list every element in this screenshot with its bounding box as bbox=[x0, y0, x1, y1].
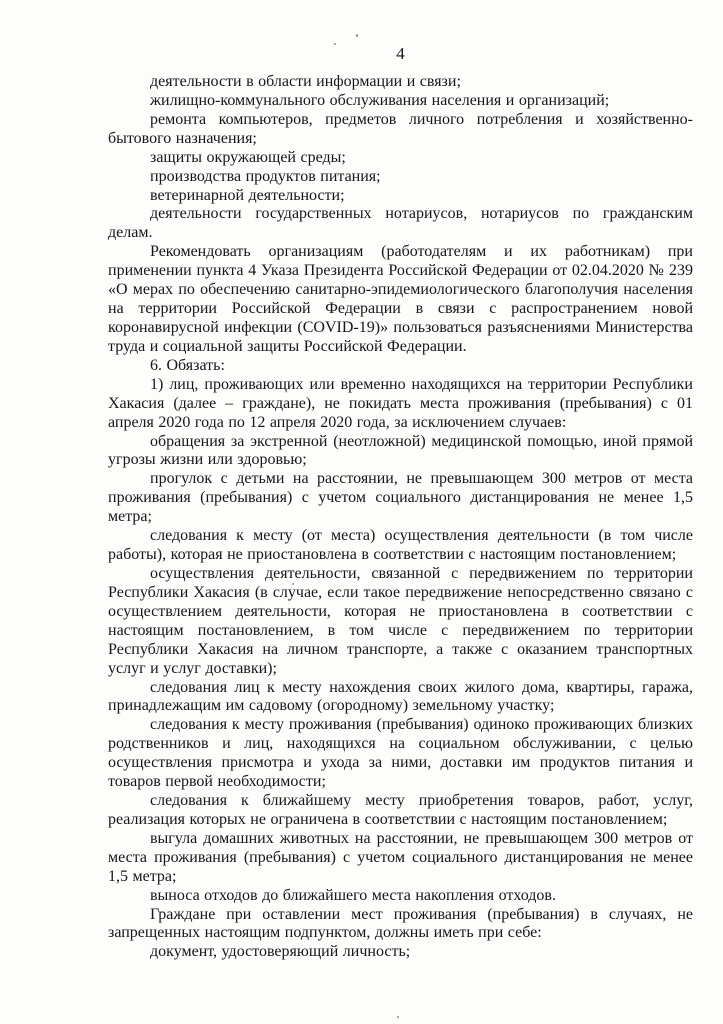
paragraph: прогулок с детьми на расстоянии, не превышающем 300 метров от места проживания (пребывания) с учетом социального дистанцирования не менее 1,5 метра; bbox=[108, 470, 693, 526]
paragraph: защиты окружающей среды; bbox=[150, 148, 346, 166]
paragraph: деятельности государственных нотариусов, нотариусов по гражданским делам. bbox=[108, 205, 693, 242]
paragraph: выгула домашних животных на расстоянии, не превышающем 300 метров от места проживания (пребывания) с учетом социального дистанцирования не менее 1,5 метра; bbox=[108, 829, 693, 885]
scan-speck bbox=[397, 1016, 399, 1018]
scan-speck bbox=[356, 34, 358, 37]
page-number: 4 bbox=[396, 44, 405, 63]
paragraph: 6. Обязать: bbox=[150, 356, 225, 374]
paragraph: следования к месту проживания (пребывания) одиноко проживающих близких родственников и лиц, находящихся на социальном обслуживании, с целью осуществления присмотра и ухода за ними, доставки им продуктов питания и товаров первой необходимости; bbox=[108, 716, 693, 791]
paragraph: осуществления деятельности, связанной с передвижением по территории Республики Хакасия (в случае, если такое передвижение непосредственно связано с осуществлением деятельности, которая не приостановлена в соответствии с настоящим постановлением, в том числе с передвижением по территории Республики Хакасия на личном транспорте, а также с оказанием транспортных услуг и услуг доставки); bbox=[108, 564, 693, 677]
paragraph: ветеринарной деятельности; bbox=[150, 186, 345, 204]
document-body bbox=[108, 73, 693, 962]
paragraph: производства продуктов питания; bbox=[150, 167, 381, 185]
paragraph: следования к месту (от места) осуществления деятельности (в том числе работы), которая не приостановлена в соответствии с настоящим постановлением; bbox=[108, 527, 693, 564]
paragraph: следования к ближайшему месту приобретения товаров, работ, услуг, реализация которых не ограничена в соответствии с настоящим постановлением; bbox=[108, 792, 693, 828]
paragraph: ремонта компьютеров, предметов личного потребления и хозяйственно-бытового назначения; bbox=[108, 110, 693, 147]
paragraph: Рекомендовать организациям (работодателям и их работникам) при применении пункта 4 Указа Президента Российской Федерации от 02.04.2020 № 239 «О мерах по обеспечению санитарно-эпидемиологического благополучия населения на территории Российской Федерации в связи с распространением новой коронавирусной инфекции (COVID-19)» пользоваться разъяснениями Министерства труда и социальной защиты Российской Федерации. bbox=[108, 243, 693, 355]
paragraph: жилищно-коммунального обслуживания населения и организаций; bbox=[150, 91, 610, 109]
paragraph: деятельности в области информации и связи; bbox=[150, 73, 461, 90]
paragraph: обращения за экстренной (неотложной) медицинской помощью, иной прямой угрозы жизни или здоровью; bbox=[108, 432, 693, 469]
paragraph: выноса отходов до ближайшего места накопления отходов. bbox=[150, 886, 556, 904]
paragraph: следования лиц к месту нахождения своих жилого дома, квартиры, гаража, принадлежащим им садовому (огородному) земельному участку; bbox=[108, 678, 693, 715]
paragraph: Граждане при оставлении мест проживания (пребывания) в случаях, не запрещенных настоящим подпунктом, должны иметь при себе: bbox=[108, 905, 693, 942]
paragraph: документ, удостоверяющий личность; bbox=[150, 943, 411, 961]
paragraph: 1) лиц, проживающих или временно находящихся на территории Республики Хакасия (далее – граждане), не покидать места проживания (пребывания) с 01 апреля 2020 года по 12 апреля 2020 года, за исключением случаев: bbox=[108, 375, 693, 431]
